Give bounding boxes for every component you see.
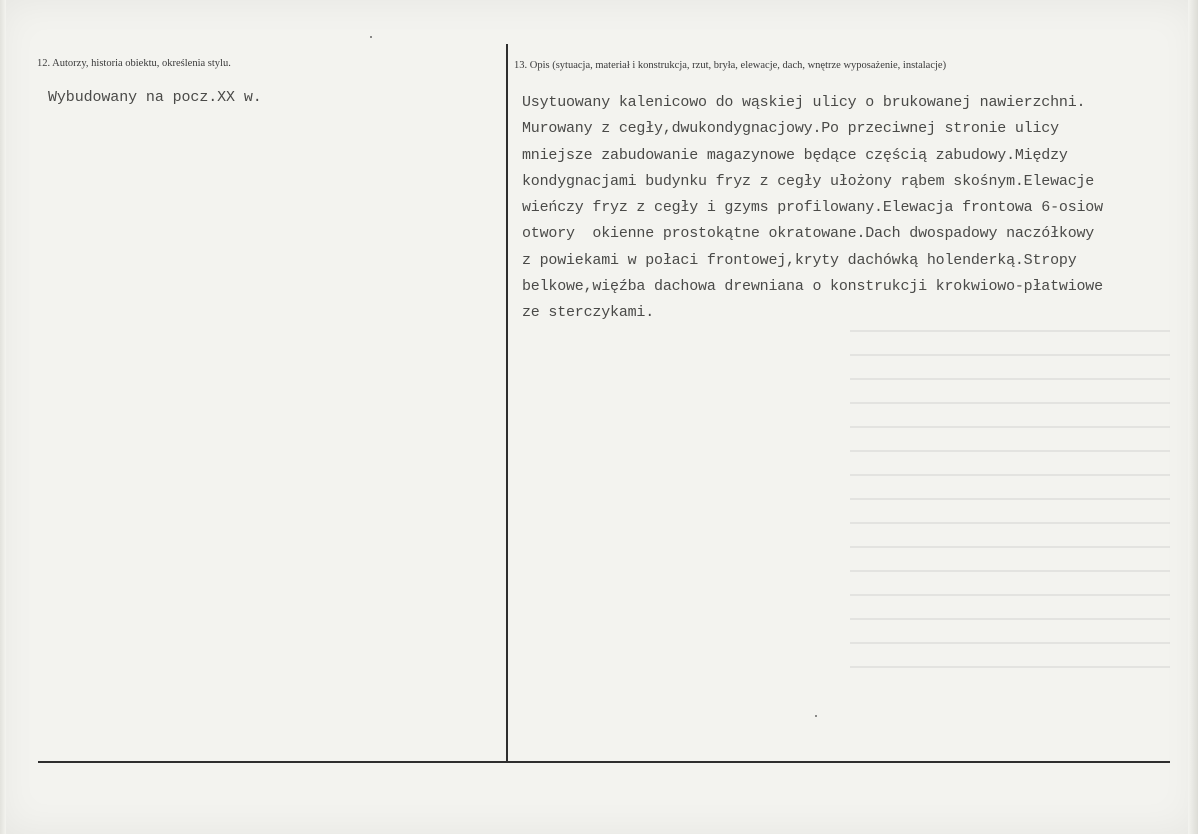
description-line: ze sterczykami. [522, 304, 655, 322]
description-line: z powiekami w połaci frontowej,kryty dachówką holenderką.Stropy [522, 251, 1077, 269]
column-divider [506, 44, 508, 762]
bottom-rule [38, 761, 1170, 763]
reverse-side-show-through [850, 330, 1170, 710]
section-13-label: 13. Opis (sytuacja, materiał i konstrukcja, rzut, bryła, elewacje, dach, wnętrze wyposażenie, instalacje) [514, 60, 947, 71]
section-12-label: 12. Autorzy, historia obiektu, określenia stylu. [37, 58, 231, 69]
description-line: belkowe,więźba dachowa drewniana o konstrukcji krokwiowo-płatwiowe [522, 278, 1103, 296]
section-13-description [522, 90, 1198, 327]
description-line: kondygnacjami budynku fryz z cegły ułożony rąbem skośnym.Elewacje [522, 172, 1095, 190]
description-line: wieńczy fryz z cegły i gzyms profilowany.Elewacja frontowa 6-osiow [522, 199, 1103, 217]
card-left-edge [0, 0, 6, 834]
description-line: Murowany z cegły,dwukondygnacjowy.Po przeciwnej stronie ulicy [522, 120, 1059, 138]
description-line: otwory okienne prostokątne okratowane.Dach dwospadowy naczółkowy [522, 225, 1095, 243]
paper-speck [370, 36, 372, 38]
description-line: Usytuowany kalenicowo do wąskiej ulicy o brukowanej nawierzchni. [522, 94, 1086, 111]
section-12-text: Wybudowany na pocz.XX w. [48, 89, 262, 106]
description-line: mniejsze zabudowanie magazynowe będące częścią zabudowy.Między [522, 146, 1068, 164]
paper-speck [815, 715, 817, 717]
